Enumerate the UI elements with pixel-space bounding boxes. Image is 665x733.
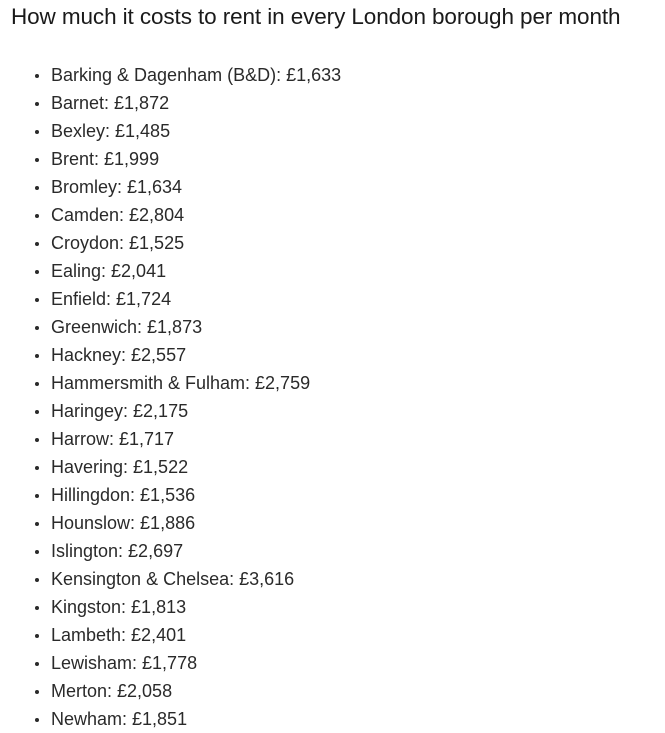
- list-item: [0, 565, 341, 593]
- bullet-icon: [35, 354, 39, 358]
- borough-rent-text: Enfield: £1,724: [51, 289, 172, 309]
- list-item: [0, 453, 341, 481]
- bullet-icon: [35, 410, 39, 414]
- borough-rent-text: Bexley: £1,485: [51, 121, 171, 141]
- borough-rent-text: Haringey: £2,175: [51, 401, 189, 421]
- list-item: [0, 229, 341, 257]
- list-item: [0, 313, 341, 341]
- bullet-icon: [35, 326, 39, 330]
- borough-rent-text: Greenwich: £1,873: [51, 317, 203, 337]
- bullet-icon: [35, 578, 39, 582]
- borough-rent-text: Brent: £1,999: [51, 149, 160, 169]
- list-item: [0, 705, 341, 733]
- list-item: [0, 173, 341, 201]
- list-item: [0, 509, 341, 537]
- bullet-icon: [35, 466, 39, 470]
- list-item: [0, 677, 341, 705]
- borough-rent-text: Camden: £2,804: [51, 205, 185, 225]
- bullet-icon: [35, 214, 39, 218]
- borough-rent-text: Lewisham: £1,778: [51, 653, 198, 673]
- borough-rent-list: [0, 61, 341, 733]
- bullet-icon: [35, 690, 39, 694]
- borough-rent-text: Bromley: £1,634: [51, 177, 183, 197]
- list-item: [0, 481, 341, 509]
- borough-rent-text: Ealing: £2,041: [51, 261, 167, 281]
- list-item: [0, 145, 341, 173]
- list-item: [0, 117, 341, 145]
- list-item: [0, 621, 341, 649]
- bullet-icon: [35, 718, 39, 722]
- borough-rent-text: Croydon: £1,525: [51, 233, 185, 253]
- bullet-icon: [35, 74, 39, 78]
- borough-rent-text: Kingston: £1,813: [51, 597, 187, 617]
- headline: How much it costs to rent in every London borough per month: [11, 4, 621, 29]
- bullet-icon: [35, 606, 39, 610]
- borough-rent-text: Barnet: £1,872: [51, 93, 170, 113]
- bullet-icon: [35, 522, 39, 526]
- list-item: [0, 593, 341, 621]
- borough-rent-text: Hammersmith & Fulham: £2,759: [51, 373, 311, 393]
- list-item: [0, 537, 341, 565]
- borough-rent-text: Hillingdon: £1,536: [51, 485, 196, 505]
- bullet-icon: [35, 242, 39, 246]
- list-item: [0, 425, 341, 453]
- list-item: [0, 89, 341, 117]
- bullet-icon: [35, 438, 39, 442]
- borough-rent-text: Newham: £1,851: [51, 709, 188, 729]
- borough-rent-text: Hackney: £2,557: [51, 345, 187, 365]
- list-item: [0, 285, 341, 313]
- bullet-icon: [35, 662, 39, 666]
- borough-rent-text: Barking & Dagenham (B&D): £1,633: [51, 65, 342, 85]
- bullet-icon: [35, 298, 39, 302]
- bullet-icon: [35, 550, 39, 554]
- bullet-icon: [35, 130, 39, 134]
- borough-rent-text: Kensington & Chelsea: £3,616: [51, 569, 295, 589]
- list-item: [0, 341, 341, 369]
- bullet-icon: [35, 102, 39, 106]
- borough-rent-text: Hounslow: £1,886: [51, 513, 196, 533]
- bullet-icon: [35, 634, 39, 638]
- borough-rent-text: Islington: £2,697: [51, 541, 184, 561]
- bullet-icon: [35, 186, 39, 190]
- borough-rent-text: Lambeth: £2,401: [51, 625, 187, 645]
- bullet-icon: [35, 270, 39, 274]
- borough-rent-text: Harrow: £1,717: [51, 429, 175, 449]
- list-item: [0, 397, 341, 425]
- borough-rent-text: Merton: £2,058: [51, 681, 173, 701]
- bullet-icon: [35, 494, 39, 498]
- bullet-icon: [35, 158, 39, 162]
- list-item: [0, 201, 341, 229]
- borough-rent-text: Havering: £1,522: [51, 457, 189, 477]
- bullet-icon: [35, 382, 39, 386]
- list-item: [0, 649, 341, 677]
- list-item: [0, 257, 341, 285]
- list-item: [0, 61, 341, 89]
- list-item: [0, 369, 341, 397]
